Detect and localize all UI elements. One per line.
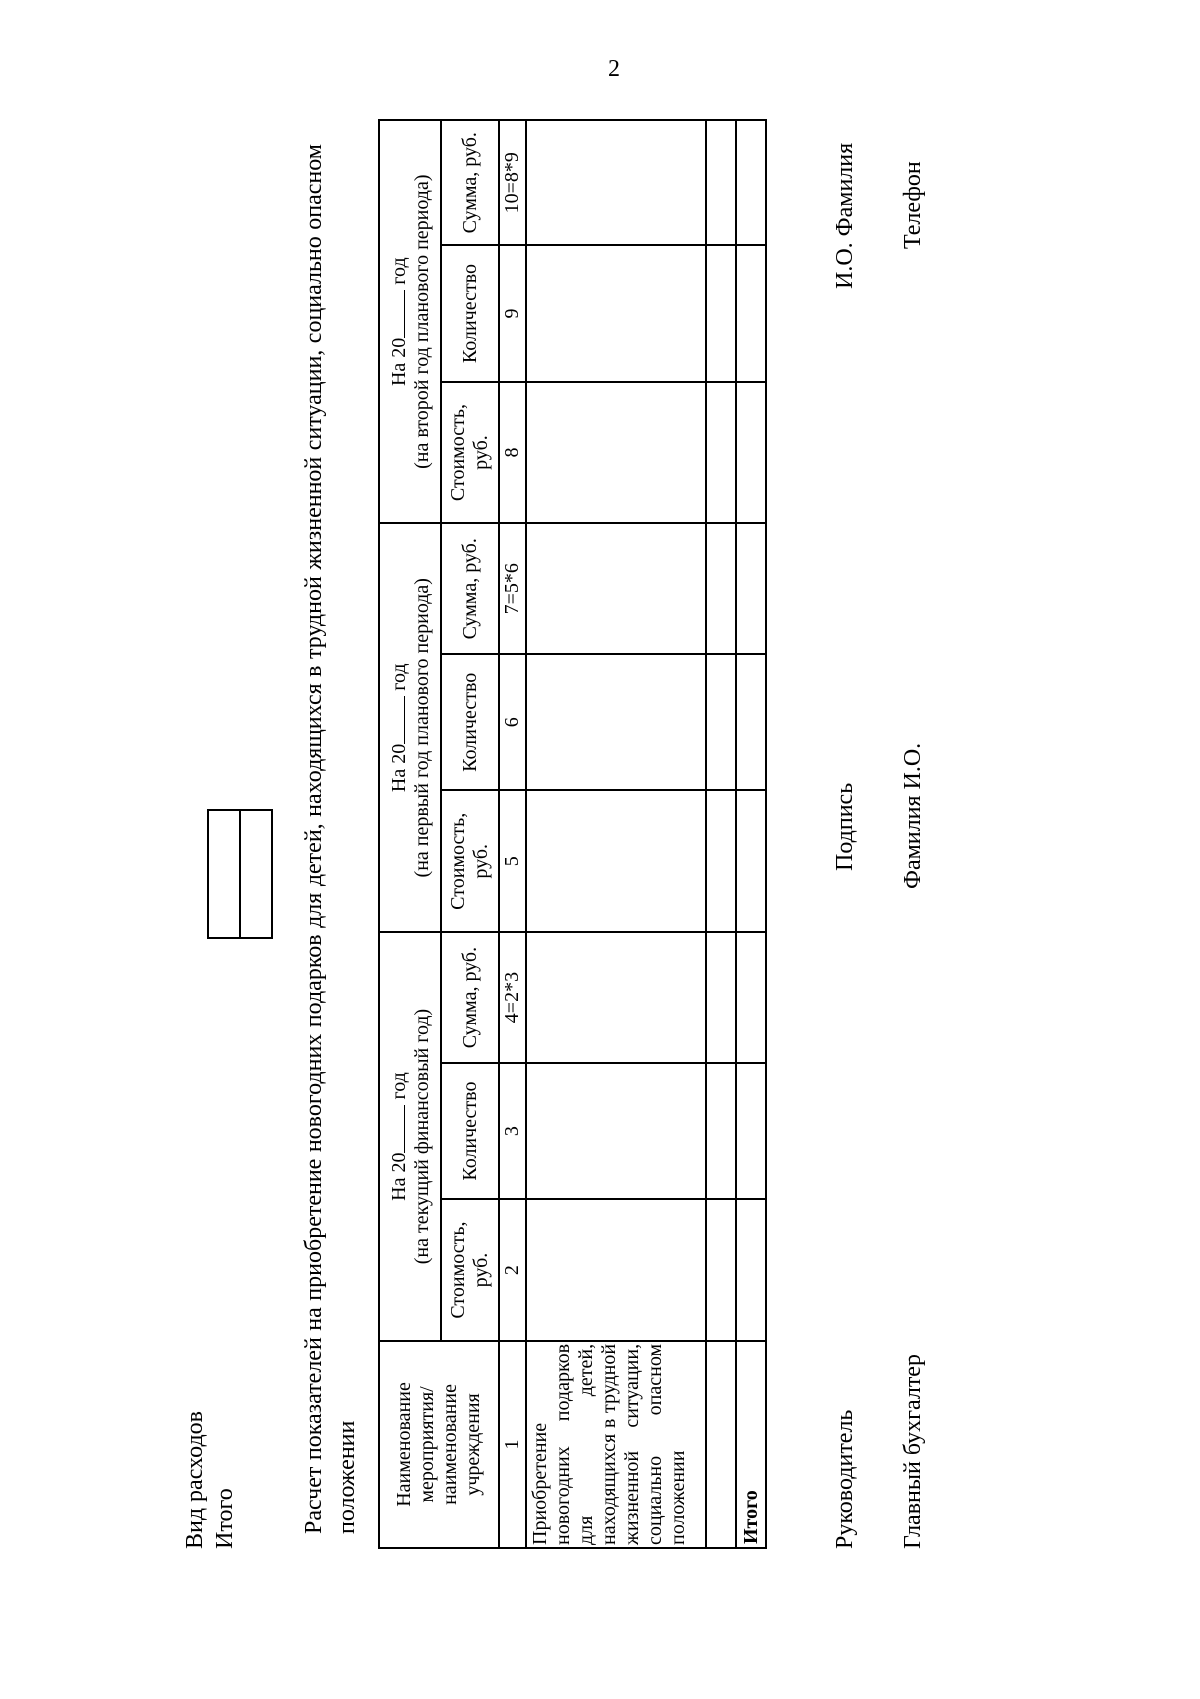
column-number: 3 <box>499 1063 526 1199</box>
empty-row <box>706 120 736 1548</box>
sum-header: Сумма, руб. <box>441 932 499 1063</box>
cost-header: Стоимость, руб. <box>441 1199 499 1341</box>
period-subtitle: (на второй год планового периода) <box>411 174 433 469</box>
cell-cost <box>526 1199 706 1341</box>
column-number: 7=5*6 <box>499 523 526 654</box>
indicators-table <box>378 119 767 1549</box>
period-header-2 <box>379 523 441 932</box>
quantity-header: Количество <box>441 654 499 790</box>
phone-label: Телефон <box>900 161 926 249</box>
cell-sum <box>526 932 706 1063</box>
sum-header: Сумма, руб. <box>441 523 499 654</box>
cell-quantity <box>526 245 706 381</box>
cell-sum <box>526 523 706 654</box>
year-suffix: год <box>388 1072 410 1100</box>
column-number: 5 <box>499 790 526 932</box>
signature-label: Подпись <box>832 782 858 871</box>
cell-sum <box>526 120 706 245</box>
header-row-1 <box>379 120 441 1548</box>
column-number: 1 <box>499 1341 526 1548</box>
cell-cost <box>526 382 706 524</box>
year-prefix: На 20 <box>388 337 410 387</box>
column-number: 10=8*9 <box>499 120 526 245</box>
page-number: 2 <box>608 56 620 82</box>
cell-quantity <box>526 654 706 790</box>
year-suffix: год <box>388 663 410 691</box>
form-title: Расчет показателей на приобретение новогодних подарков для детей, находящихся в трудной жизненной ситуации, социально опасном положении <box>301 144 360 1534</box>
cell-quantity <box>526 1063 706 1199</box>
expense-code-box <box>207 809 273 939</box>
column-number: 2 <box>499 1199 526 1341</box>
row-name: Приобретение новогодних подарков для детей, находящихся в трудной жизненной ситуации, социально опасном положении <box>526 1341 706 1548</box>
year-blank <box>386 696 405 744</box>
period-subtitle: (на текущий финансовый год) <box>411 1008 433 1265</box>
column-number: 9 <box>499 245 526 381</box>
period-header-1 <box>379 932 441 1341</box>
quantity-header: Количество <box>441 1063 499 1199</box>
total-row <box>736 120 766 1548</box>
accountant-label: Главный бухгалтер <box>900 1354 926 1549</box>
cost-header: Стоимость, руб. <box>441 382 499 524</box>
expense-type-label: Вид расходов <box>182 1411 208 1549</box>
year-blank <box>386 1105 405 1153</box>
cost-header: Стоимость, руб. <box>441 790 499 932</box>
column-number: 6 <box>499 654 526 790</box>
period-header-3 <box>379 120 441 523</box>
period-subtitle: (на первый год планового периода) <box>411 578 433 878</box>
column-number: 8 <box>499 382 526 524</box>
sum-header: Сумма, руб. <box>441 120 499 245</box>
year-blank <box>386 290 405 338</box>
name-header: Наименование мероприятия/ наименование учреждения <box>379 1341 499 1548</box>
quantity-header: Количество <box>441 245 499 381</box>
head-name: И.О. Фамилия <box>832 142 858 289</box>
accountant-name: Фамилия И.О. <box>900 742 926 889</box>
total-row-label: Итого <box>736 1341 766 1548</box>
cell-cost <box>526 790 706 932</box>
header-row-2 <box>441 120 499 1548</box>
year-suffix: год <box>388 257 410 285</box>
year-prefix: На 20 <box>388 743 410 793</box>
column-numbers-row <box>499 120 526 1548</box>
total-label: Итого <box>212 1488 238 1549</box>
year-prefix: На 20 <box>388 1152 410 1201</box>
column-number: 4=2*3 <box>499 932 526 1063</box>
head-label: Руководитель <box>832 1409 858 1549</box>
data-row <box>526 120 706 1548</box>
